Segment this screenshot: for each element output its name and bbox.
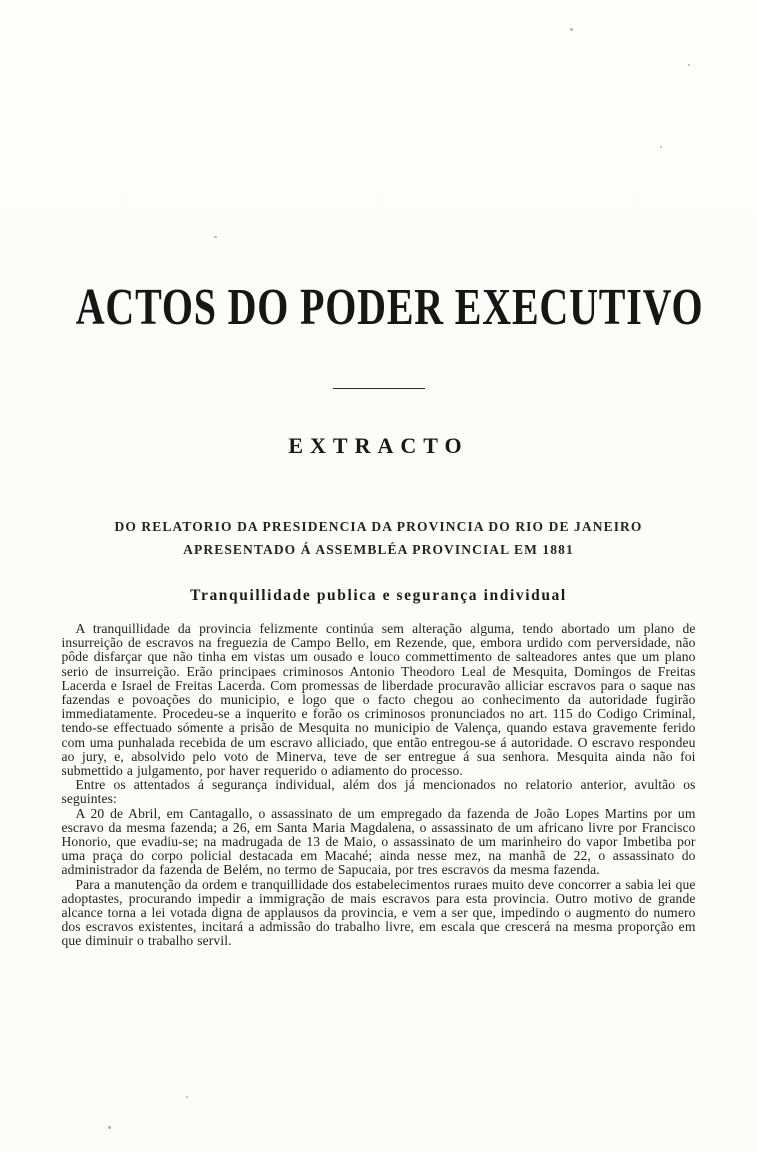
- body-text-block: [62, 622, 696, 949]
- body-paragraph: A tranquillidade da provincia felizmente continúa sem alteração alguma, tendo abortado um plano de insurreição de escravos na freguezia de Campo Bello, em Rezende, que, embora urdido com perversidade, não pôde disfarçar que não tinha em vistas um ousado e louco commettimento de salteadores antes que um plano serio de insurreição. Erão principaes criminosos Antonio Theodoro Leal de Mesquita, Domingos de Freitas Lacerda e Israel de Freitas Lacerda. Com promessas de liberdade procuravão alliciar escravos para o saque nas fazendas e povoações do municipio, e logo que o facto chegou ao conhecimento da autoridade fugirão immediatamente. Procedeu-se a inquerito e forão os criminosos pronunciados no art. 115 do Codigo Criminal, tendo-se effectuado sómente a prisão de Mesquita no municipio de Valença, quando estava gravemente ferido com uma punhalada recebida de um escravo alliciado, que então entregou-se á autoridade. O escravo respondeu ao jury, e, absolvido pelo voto de Minerva, teve de ser entregue á sua senhora. Mesquita ainda não foi submettido a julgamento, por haver requerido o adiamento do processo.: [61, 621, 696, 779]
- body-paragraph: Entre os attentados á segurança individual, além dos já mencionados no relatorio anterior, avultão os seguintes:: [61, 777, 696, 807]
- body-paragraph: Para a manutenção da ordem e tranquillidade dos estabelecimentos ruraes muito deve concorrer a sabia lei que adoptastes, procurando impedir a immigração de mais escravos para esta provincia. Outro motivo de grande alcance torna a lei votada digna de applausos da provincia, e vem a ser que, impedindo o augmento do numero dos escravos existentes, incitará a admissão do trabalho livre, em escala que crescerá na mesma proporção em que diminuir o trabalho servil.: [61, 876, 696, 949]
- scan-speck: [570, 28, 573, 31]
- document-title: ACTOS DO PODER EXECUTIVO: [75, 277, 704, 336]
- section-heading: Tranquillidade publica e segurança individual: [190, 587, 567, 604]
- scan-speck: [688, 64, 690, 66]
- subtitle-line-1: DO RELATORIO DA PRESIDENCIA DA PROVINCIA DO RIO DE JANEIRO: [114, 519, 643, 534]
- report-subtitle: [49, 515, 709, 561]
- extract-heading: EXTRACTO: [288, 433, 469, 458]
- scan-speck: [108, 1126, 111, 1129]
- divider-rule: [333, 388, 425, 389]
- scan-speck: [186, 1096, 188, 1098]
- scan-speck: [214, 236, 217, 238]
- scan-speck: [660, 146, 662, 148]
- body-paragraph: A 20 de Abril, em Cantagallo, o assassinato de um empregado da fazenda de João Lopes Martins por um escravo da mesma fazenda; a 26, em Santa Maria Magdalena, o assassinato de um africano livre por Francisco Honorio, que evadiu-se; na madrugada de 13 de Maio, o assassinato de um marinheiro do vapor Imbetiba por uma praça do corpo policial destacada em Macahé; ainda nesse mez, na manhã de 22, o assassinato do administrador da fazenda de Belém, no termo de Sapucaia, por tres escravos da mesma fazenda.: [61, 805, 696, 878]
- subtitle-line-2: APRESENTADO Á ASSEMBLÉA PROVINCIAL EM 1881: [183, 542, 574, 557]
